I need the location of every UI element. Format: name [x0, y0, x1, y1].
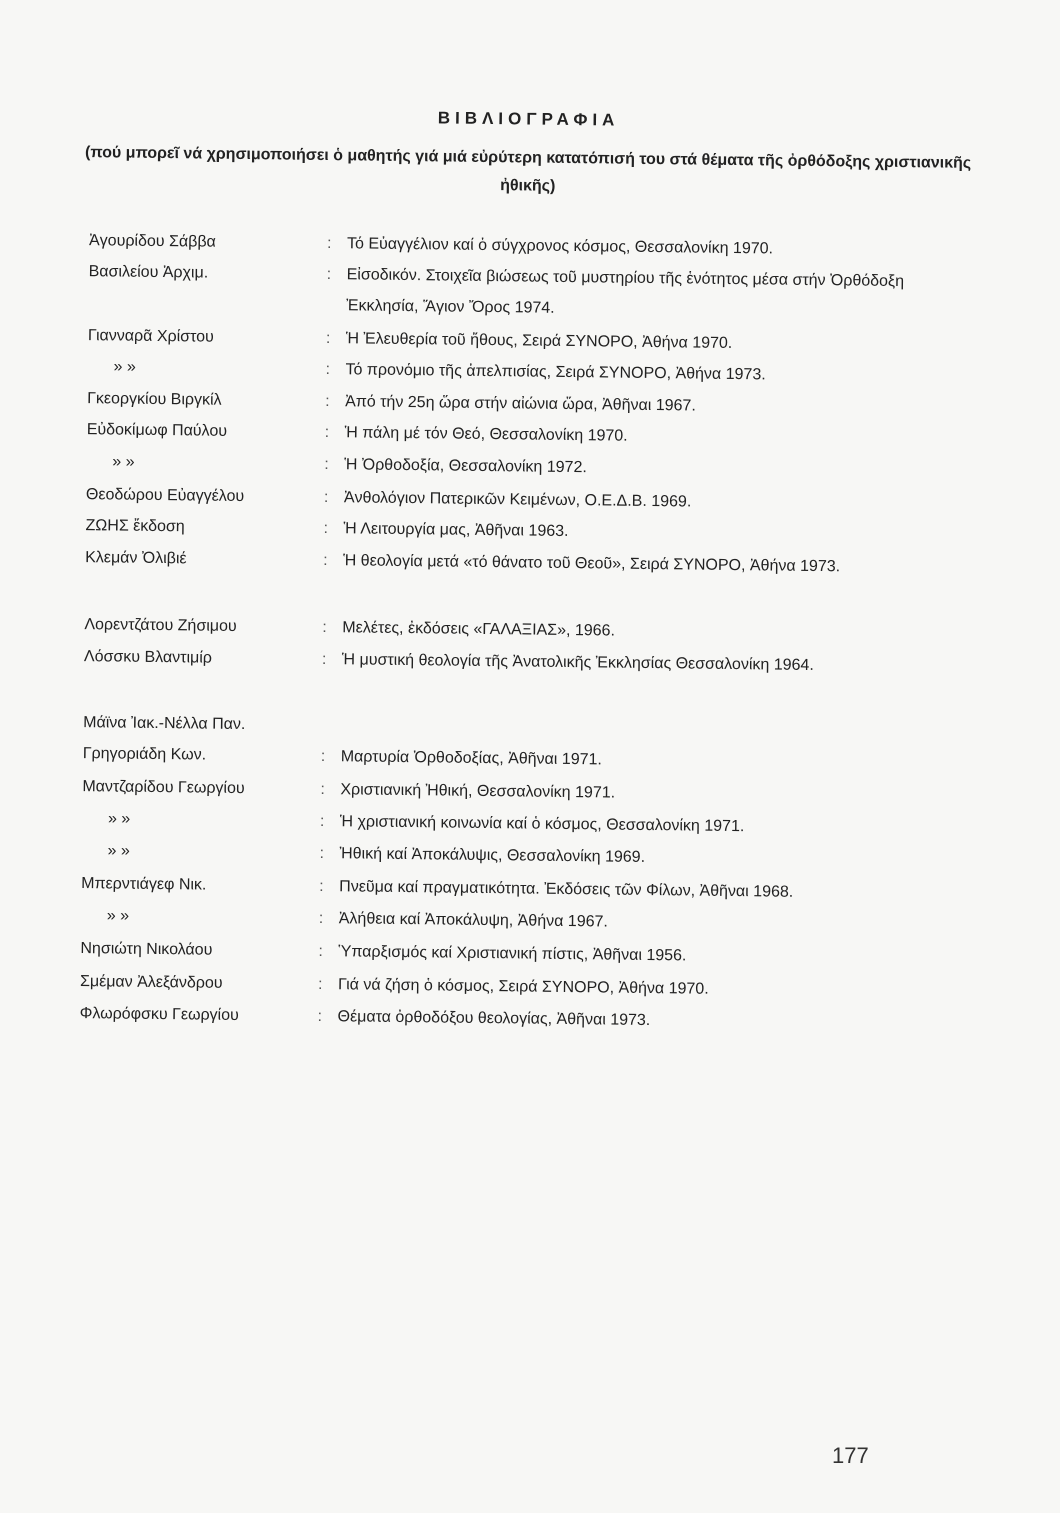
entry-separator: :: [323, 551, 328, 570]
entry-work: Ἀπό τήν 25η ὥρα στήν αἰώνια ὥρα, Ἀθῆναι 1967.: [345, 393, 696, 415]
entry-work: Πνεῦμα καί πραγματικότητα. Ἐκδόσεις τῶν Φίλων, Ἀθῆναι 1968.: [339, 878, 794, 901]
entry-author: Σμέμαν Ἀλεξάνδρου: [79, 973, 223, 992]
entry-work: [341, 710, 941, 717]
entry-separator: :: [320, 747, 326, 766]
entry-separator: :: [321, 650, 327, 669]
entry-work: Ἡ θεολογία μετά «τό θάνατο τοῦ Θεοῦ», Σειρά ΣΥΝΟΡΟ, Ἀθήνα 1973.: [343, 552, 841, 576]
entry-separator: :: [323, 488, 329, 507]
entry-separator: :: [326, 266, 332, 284]
entry-author: Κλεμάν Ὀλιβιέ: [85, 549, 187, 568]
entry-separator: :: [322, 618, 327, 637]
entry-author: Φλωρόφσκυ Γεωργίου: [79, 1005, 239, 1024]
entry-separator: :: [319, 844, 325, 863]
entry-separator: :: [326, 235, 332, 253]
entry-separator: :: [317, 1007, 323, 1026]
entry-work: Ἠθική καί Ἀποκάλυψις, Θεσσαλονίκη 1969.: [339, 845, 646, 866]
entry-work: Εἰσοδικόν. Στοιχεῖα βιώσεως τοῦ μυστηρίου τῆς ἑνότητος μέσα στήν Ὀρθόδοξη Ἐκκλησία, Ἅγιον Ὄρος 1974.: [346, 266, 905, 317]
entry-work: Ἡ Λειτουργία μας, Ἀθῆναι 1963.: [343, 520, 569, 540]
entry-separator: :: [325, 330, 331, 348]
entry-author: ΖΩΗΣ ἔκδοση: [85, 517, 185, 536]
entry-separator: :: [318, 909, 324, 928]
entry-work: Ἡ πάλη μέ τόν Θεό, Θεσσαλονίκη 1970.: [344, 424, 628, 445]
entry-separator: :: [325, 393, 330, 411]
entry-author: Νησιώτη Νικολάου: [80, 940, 213, 959]
page-title: ΒΙΒΛΙΟΓΡΑΦΙΑ: [437, 108, 620, 130]
entry-separator: :: [325, 361, 331, 379]
entry-author: » »: [107, 810, 131, 828]
entry-work: Μελέτες, ἐκδόσεις «ΓΑΛΑΞΙΑΣ», 1966.: [342, 619, 616, 640]
entry-author: Μπερντιάγεφ Νικ.: [81, 875, 207, 894]
entry-work: Ὑπαρξισμός καί Χριστιανική πίστις, Ἀθῆναι 1956.: [338, 943, 687, 965]
entry-work: Ἡ μυστική θεολογία τῆς Ἀνατολικῆς Ἐκκλησίας Θεσσαλονίκη 1964.: [341, 651, 814, 674]
entry-work: Μαρτυρία Ὀρθοδοξίας, Ἀθῆναι 1971.: [340, 748, 603, 769]
entry-author: Θεοδώρου Εὐαγγέλου: [85, 486, 245, 506]
entry-separator: :: [319, 812, 325, 831]
entry-author: Γρηγοριάδη Κων.: [82, 745, 207, 764]
entry-author: Μάϊνα Ἰακ.-Νέλλα Παν.: [83, 714, 246, 734]
entry-work: Χριστιανική Ἠθική, Θεσσαλονίκη 1971.: [340, 781, 616, 802]
entry-author: Ἀγουρίδου Σάββα: [88, 232, 216, 251]
entry-work: Θέματα ὀρθοδόξου θεολογίας, Ἀθῆναι 1973.: [337, 1008, 651, 1030]
entry-separator: :: [317, 975, 323, 994]
page-subtitle: (πού μπορεῖ νά χρησιμοποιήσει ὁ μαθητής γιά μιά εὐρύτερη κατατόπισή του στά θέματα τῆς ὀρθόδοξης χριστιανικῆς ἠθικῆς): [84, 144, 972, 195]
entry-separator: :: [319, 877, 324, 896]
entry-work: Γιά νά ζήση ὁ κόσμος, Σειρά ΣΥΝΟΡΟ, Ἀθήνα 1970.: [337, 976, 709, 998]
entry-work: Τό Εὐαγγέλιον καί ὁ σύγχρονος κόσμος, Θεσσαλονίκη 1970.: [346, 235, 774, 258]
entry-work: Ἀλήθεια καί Ἀποκάλυψη, Ἀθήνα 1967.: [338, 910, 608, 931]
entry-author: » »: [113, 358, 136, 376]
entry-separator: :: [323, 519, 329, 538]
entry-work: Ἡ χριστιανική κοινωνία καί ὁ κόσμος, Θεσσαλονίκη 1971.: [339, 813, 745, 836]
page-number: 177: [832, 1443, 869, 1468]
entry-work: Ἡ Ἐλευθερία τοῦ ἤθους, Σειρά ΣΥΝΟΡΟ, Ἀθήνα 1970.: [345, 330, 733, 352]
entry-author: Εὐδοκίμωφ Παύλου: [86, 421, 228, 440]
entry-author: Γιανναρᾶ Χρίστου: [87, 327, 214, 346]
entry-separator: :: [324, 455, 329, 474]
entry-separator: :: [324, 424, 330, 442]
entry-author: » »: [112, 453, 135, 471]
entry-work: Τό προνόμιο τῆς ἀπελπισίας, Σειρά ΣΥΝΟΡΟ, Ἀθήνα 1973.: [345, 361, 766, 384]
entry-author: Λόσσκυ Βλαντιμίρ: [83, 648, 213, 667]
entry-author: Μαντζαρίδου Γεωργίου: [82, 778, 245, 798]
entry-work: Ἡ Ὀρθοδοξία, Θεσσαλονίκη 1972.: [344, 456, 587, 477]
entry-author: Βασιλείου Ἀρχιμ.: [88, 263, 209, 282]
entry-work: Ἀνθολόγιον Πατερικῶν Κειμένων, Ο.Ε.Δ.Β. 1969.: [343, 489, 692, 511]
entry-author: Λορεντζάτου Ζήσιμου: [84, 616, 237, 635]
entry-author: » »: [106, 907, 130, 925]
entry-separator: :: [320, 780, 325, 799]
entry-author: Γκεοργκίου Βιργκίλ: [87, 390, 222, 409]
entry-separator: :: [318, 942, 323, 961]
entry-author: » »: [107, 842, 130, 860]
